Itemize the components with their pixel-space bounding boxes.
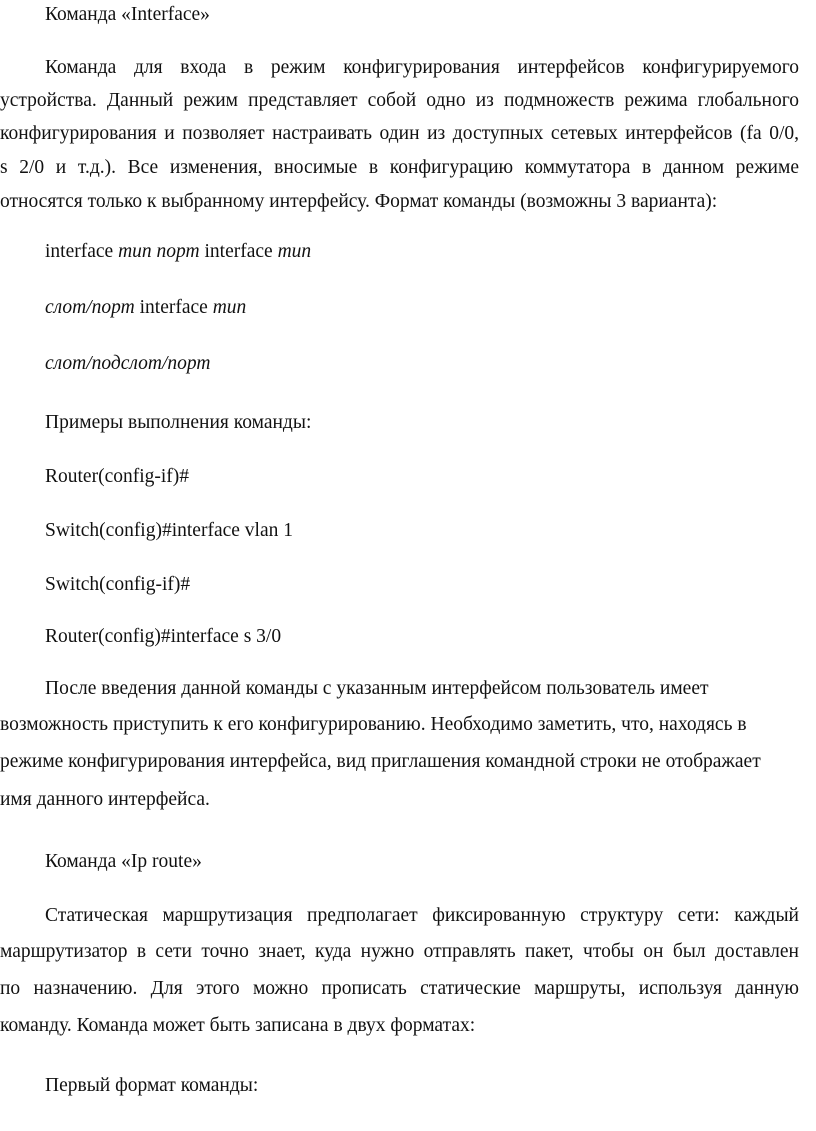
format-parameter: слот/подслот/порт — [45, 353, 211, 374]
example-command: Switch(config)#interface vlan 1 — [45, 520, 293, 541]
format-parameter: слот/порт — [45, 297, 135, 318]
paragraph-line: маршрутизатор в сети точно знает, куда нужно отправлять пакет, чтобы он был доставлен — [0, 941, 799, 962]
example-command: Switch(config-if)# — [45, 574, 191, 595]
example-command: Router(config)#interface s 3/0 — [45, 626, 282, 647]
example-command: Router(config-if)# — [45, 466, 190, 487]
command-format-line — [45, 241, 311, 263]
examples-title: Примеры выполнения команды: — [45, 412, 312, 433]
command-format-line — [45, 353, 210, 375]
command-format-line — [45, 297, 246, 319]
format-keyword: interface — [134, 297, 213, 318]
format-parameter: тип — [212, 297, 247, 318]
paragraph-line: имя данного интерфейса. — [0, 789, 210, 810]
format-parameter: тип порт — [118, 241, 200, 262]
paragraph-line: s 2/0 и т.д.). Все изменения, вносимые в конфигурацию коммутатора в данном режиме — [0, 157, 799, 178]
paragraph-line: возможность приступить к его конфигурированию. Необходимо заметить, что, находясь в — [0, 714, 747, 735]
paragraph-line: режиме конфигурирования интерфейса, вид приглашения командной строки не отображает — [0, 751, 761, 772]
paragraph-line: конфигурирования и позволяет настраивать один из доступных сетевых интерфейсов (fa 0/0, — [0, 123, 799, 144]
section-heading-ip-route: Команда «Ip route» — [45, 851, 202, 872]
format-keyword: interface — [199, 241, 278, 262]
paragraph-line: устройства. Данный режим представляет собой одно из подмножеств режима глобального — [0, 90, 799, 111]
paragraph-line: по назначению. Для этого можно прописать статические маршруты, используя данную — [0, 978, 799, 999]
format-keyword: interface — [45, 241, 119, 262]
paragraph-line: Команда для входа в режим конфигурирования интерфейсов конфигурируемого — [45, 57, 799, 78]
paragraph-line: Статическая маршрутизация предполагает фиксированную структуру сети: каждый — [45, 905, 799, 926]
paragraph-line: После введения данной команды с указанным интерфейсом пользователь имеет — [45, 678, 709, 699]
first-format-label: Первый формат команды: — [45, 1075, 259, 1096]
section-heading-interface: Команда «Interface» — [45, 4, 210, 25]
format-parameter: тип — [277, 241, 312, 262]
paragraph-line: команду. Команда может быть записана в двух форматах: — [0, 1015, 476, 1036]
paragraph-line: относятся только к выбранному интерфейсу. Формат команды (возможны 3 варианта): — [0, 191, 718, 212]
